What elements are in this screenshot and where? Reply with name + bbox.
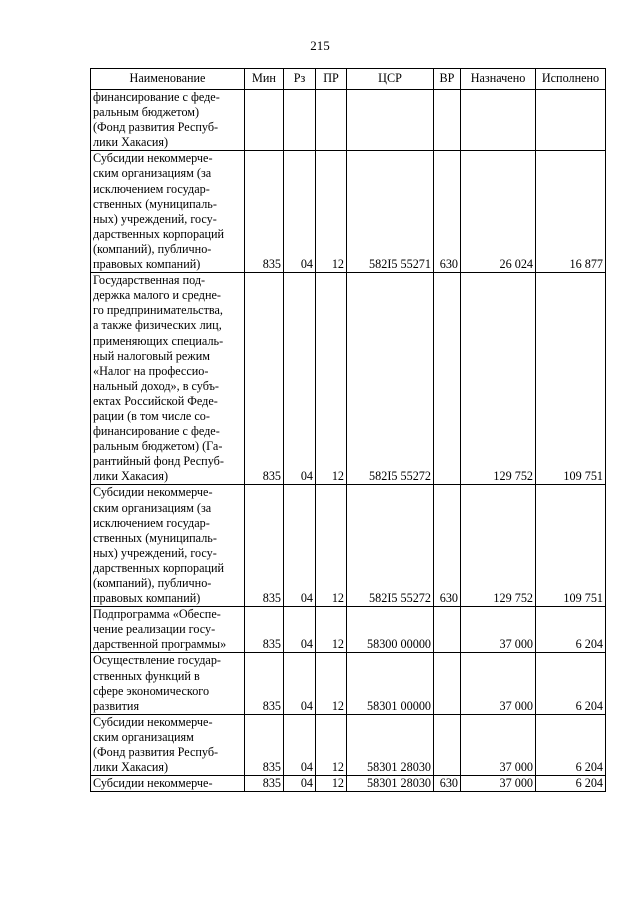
row-csr: 582I5 55271 bbox=[347, 151, 434, 273]
row-csr: 58300 00000 bbox=[347, 607, 434, 653]
row-vr bbox=[434, 653, 461, 714]
row-name: Осуществление государ- ственных функций в сфере экономического развития bbox=[91, 653, 245, 714]
row-pr: 12 bbox=[316, 776, 347, 792]
row-min: 835 bbox=[245, 776, 284, 792]
table-row bbox=[91, 714, 606, 775]
row-executed bbox=[536, 90, 606, 151]
row-csr: 58301 28030 bbox=[347, 776, 434, 792]
row-executed: 109 751 bbox=[536, 485, 606, 607]
row-assigned: 37 000 bbox=[461, 714, 536, 775]
row-executed: 16 877 bbox=[536, 151, 606, 273]
col-header-csr: ЦСР bbox=[347, 69, 434, 90]
row-pr bbox=[316, 90, 347, 151]
row-vr: 630 bbox=[434, 485, 461, 607]
budget-table bbox=[90, 68, 606, 792]
row-pr: 12 bbox=[316, 714, 347, 775]
table-row bbox=[91, 151, 606, 273]
row-executed: 109 751 bbox=[536, 273, 606, 485]
row-pr: 12 bbox=[316, 485, 347, 607]
row-csr bbox=[347, 90, 434, 151]
row-csr: 582I5 55272 bbox=[347, 485, 434, 607]
row-vr bbox=[434, 607, 461, 653]
table-row bbox=[91, 90, 606, 151]
table-row bbox=[91, 653, 606, 714]
row-rz bbox=[284, 90, 316, 151]
table-row bbox=[91, 607, 606, 653]
row-pr: 12 bbox=[316, 151, 347, 273]
row-name: Государственная под- держка малого и средне- го предпринимательства, а также физических лиц, применяющих специаль- ный налоговый режим «Налог на профессио- нальный доход», в субъ- ектах Российской Феде- рации (в том числе со- финансирование с феде- ральным бюджетом) (Га- рантийный фонд Респуб- лики Хакасия) bbox=[91, 273, 245, 485]
row-executed: 6 204 bbox=[536, 607, 606, 653]
row-vr bbox=[434, 273, 461, 485]
row-min: 835 bbox=[245, 607, 284, 653]
row-assigned bbox=[461, 90, 536, 151]
row-assigned: 129 752 bbox=[461, 485, 536, 607]
row-assigned: 37 000 bbox=[461, 776, 536, 792]
row-vr: 630 bbox=[434, 151, 461, 273]
row-assigned: 37 000 bbox=[461, 607, 536, 653]
row-name: финансирование с феде- ральным бюджетом) (Фонд развития Респуб- лики Хакасия) bbox=[91, 90, 245, 151]
row-rz: 04 bbox=[284, 607, 316, 653]
row-rz: 04 bbox=[284, 776, 316, 792]
table-row bbox=[91, 485, 606, 607]
row-vr bbox=[434, 90, 461, 151]
page-number: 215 bbox=[310, 38, 330, 53]
row-assigned: 37 000 bbox=[461, 653, 536, 714]
row-name: Субсидии некоммерче- ским организациям (Фонд развития Респуб- лики Хакасия) bbox=[91, 714, 245, 775]
row-pr: 12 bbox=[316, 607, 347, 653]
row-rz: 04 bbox=[284, 273, 316, 485]
table-row bbox=[91, 273, 606, 485]
row-assigned: 26 024 bbox=[461, 151, 536, 273]
row-rz: 04 bbox=[284, 151, 316, 273]
row-rz: 04 bbox=[284, 485, 316, 607]
row-min bbox=[245, 90, 284, 151]
row-name: Субсидии некоммерче- bbox=[91, 776, 245, 792]
col-header-rz: Рз bbox=[284, 69, 316, 90]
row-csr: 58301 00000 bbox=[347, 653, 434, 714]
row-pr: 12 bbox=[316, 653, 347, 714]
col-header-pr: ПР bbox=[316, 69, 347, 90]
row-assigned: 129 752 bbox=[461, 273, 536, 485]
row-min: 835 bbox=[245, 714, 284, 775]
row-name: Субсидии некоммерче- ским организациям (за исключением государ- ственных (муниципаль- ных) учреждений, госу- дарственных корпораций (компаний), публично- правовых компаний) bbox=[91, 151, 245, 273]
table-header-row bbox=[91, 69, 606, 90]
col-header-assigned: Назначено bbox=[461, 69, 536, 90]
row-pr: 12 bbox=[316, 273, 347, 485]
row-csr: 582I5 55272 bbox=[347, 273, 434, 485]
row-executed: 6 204 bbox=[536, 776, 606, 792]
col-header-min: Мин bbox=[245, 69, 284, 90]
row-min: 835 bbox=[245, 151, 284, 273]
row-min: 835 bbox=[245, 485, 284, 607]
row-min: 835 bbox=[245, 273, 284, 485]
row-rz: 04 bbox=[284, 653, 316, 714]
row-executed: 6 204 bbox=[536, 653, 606, 714]
row-name: Субсидии некоммерче- ским организациям (за исключением государ- ственных (муниципаль- ных) учреждений, госу- дарственных корпораций (компаний), публично- правовых компаний) bbox=[91, 485, 245, 607]
row-rz: 04 bbox=[284, 714, 316, 775]
row-min: 835 bbox=[245, 653, 284, 714]
row-vr: 630 bbox=[434, 776, 461, 792]
col-header-vr: ВР bbox=[434, 69, 461, 90]
table-row bbox=[91, 776, 606, 792]
col-header-name: Наименование bbox=[91, 69, 245, 90]
col-header-executed: Исполнено bbox=[536, 69, 606, 90]
row-name: Подпрограмма «Обеспе- чение реализации госу- дарственной программы» bbox=[91, 607, 245, 653]
row-executed: 6 204 bbox=[536, 714, 606, 775]
row-vr bbox=[434, 714, 461, 775]
row-csr: 58301 28030 bbox=[347, 714, 434, 775]
